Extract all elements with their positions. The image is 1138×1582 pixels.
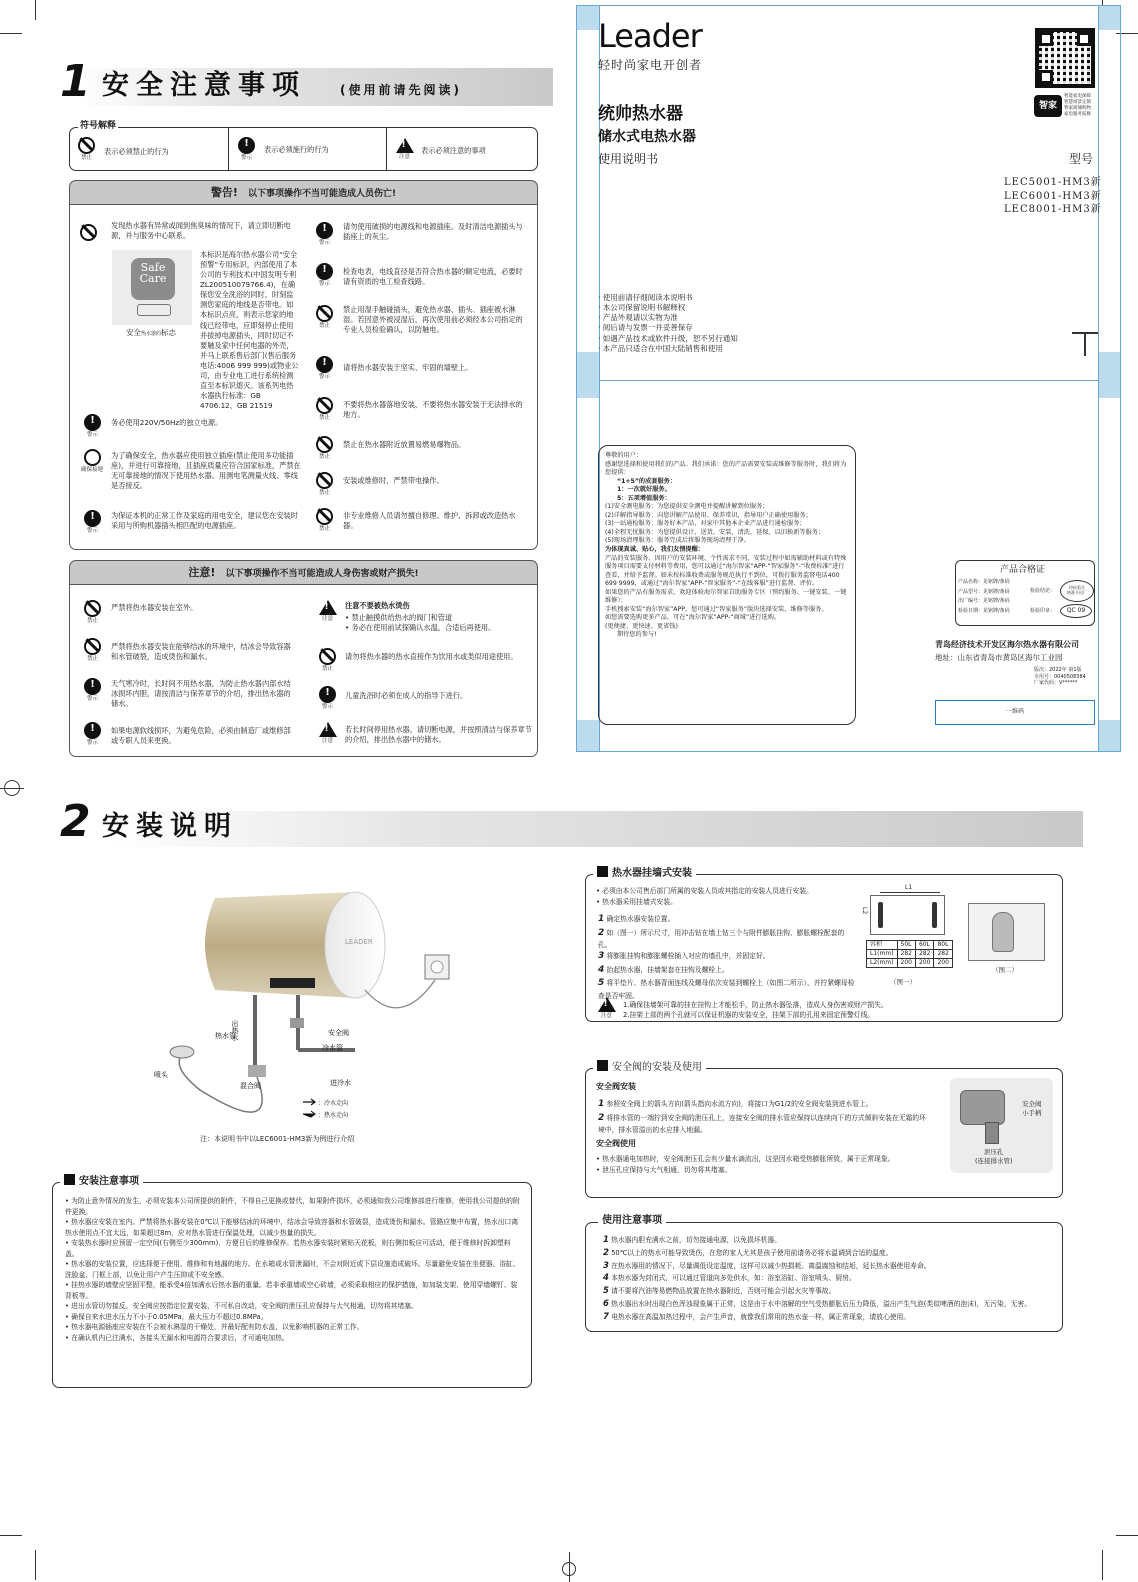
wall-step: 1 确定热水器安装位置。 — [598, 914, 675, 924]
cover-note: · 本公司保留说明书解释权 — [598, 303, 686, 313]
company-meta — [1034, 667, 1086, 687]
service-line: 手机搜索安装“海尔智家”APP，您可通过“智家服务”版块选择安装、维修等服务。 — [605, 605, 828, 613]
table-cell: 200 — [897, 959, 915, 968]
crop-mark — [0, 33, 22, 34]
legend-hot: ：热水走向 — [318, 1112, 349, 1119]
mixing-valve — [248, 1065, 266, 1077]
usage-note: 2 50℃以上的热水可能导致烫伤，在您的家人尤其是孩子使用前请务必将水温调到合适的温度。 — [603, 1247, 893, 1258]
crop-mark — [35, 1550, 36, 1580]
valve-bullet: • 泄压孔应保持与大气相通，切勿将其堵塞。 — [596, 1165, 732, 1174]
cert-stamp: 经检验合 格准予出厂 — [1060, 580, 1094, 602]
service-line: 期待您的参与! — [617, 631, 657, 639]
safety-valve — [290, 1018, 304, 1028]
prohibit-icon: 禁止 — [83, 600, 102, 624]
service-line: (2)详解指导服务：向您讲解产品使用、保养常识，指导用户正确使用服务； — [605, 511, 812, 519]
caution-icon: ! 注意 — [395, 138, 414, 160]
edition: 版次：2022年 第1版 — [1034, 667, 1082, 673]
figure-note: 注：本说明书中以LEC6001-HM3新为例进行介绍 — [200, 1135, 355, 1143]
product-line1: 统帅热水器 — [598, 104, 683, 124]
prohibit-icon: 禁止 — [315, 472, 334, 496]
mandatory-icon: ! 警示 — [83, 414, 102, 438]
caution-text: 天气寒冷时，长时间不用热水器，为防止热水器内部水结冰损坏内胆，请按清洁与保养章节的介绍，排出热水器的储水。 — [111, 679, 291, 709]
cert-row: 检验日期：见铭牌/条码 — [958, 607, 1010, 614]
caution-text: 儿童洗浴时必须在成人的指导下进行。 — [345, 691, 468, 700]
wall-mount-steps — [598, 913, 856, 1001]
dim-line — [880, 892, 940, 893]
model-list — [1004, 176, 1102, 217]
qr-finder — [1039, 32, 1053, 46]
caution-text: 如果电源软线损坏，为避免危险，必须由制造厂或维修部或专职人员来更换。 — [111, 726, 291, 746]
valve-step: 2 将排水管的一端拧到安全阀的泄压孔上，连接安全阀的排水管应保持以连续向下的方式倾斜安装在无霜的环境中，排水管溢出的水应排入地漏。 — [598, 1112, 926, 1134]
section-square-icon — [597, 1060, 608, 1071]
dimension-table — [866, 940, 953, 968]
label-safety-valve: 安全阀 — [328, 1029, 349, 1037]
fold-line — [1098, 5, 1099, 752]
section2-number: 2 — [60, 796, 91, 847]
prohibit-icon: 禁止 — [315, 436, 334, 460]
service-letter — [598, 445, 856, 725]
service-line: (3)一站通检服务：服务好本产品，对家中其他本企业产品进行通检服务； — [605, 520, 806, 528]
company-name: 青岛经济技术开发区海尔热水器有限公司 — [935, 640, 1079, 649]
caution-icon: ! 注意 — [597, 997, 616, 1019]
safety-valve-steps — [598, 1098, 928, 1135]
install-note: • 挂热水器的墙壁应坚固平整，能承受4倍加满水后热水器的重量。若非承重墙或空心砖墙，必须采取相应的保护措施，如加装支架、使用穿墙螺钉、装背板等。 — [65, 1281, 518, 1300]
usage-note: 6 热水器出水时出现白色浑浊现象属于正常，这是由于水中溶解的空气受热膨胀后压力降低，溢出产生气泡(类似啤酒的泡沫)，无污染，无害。 — [603, 1298, 1032, 1309]
wall-warnings — [623, 1000, 888, 1020]
service-line: 5：五项增值服务： — [617, 494, 671, 502]
table-header: 80L — [934, 941, 952, 950]
usage-note: 5 请不要将汽油等易燃物品放置在热水器附近，否则可能会引起火灾等事故。 — [603, 1286, 836, 1296]
usage-note: 3 在热水器用的情况下，尽量调低设定温度，这样可以减少热损耗、离温腐蚀和结垢，延长热水器使用寿命。 — [603, 1260, 931, 1271]
caution-text: • 禁止触摸供给热水的阀门和管道 • 务必在使用前试探确认水温，合适后再使用。 — [345, 613, 496, 633]
bracket-slot — [932, 902, 937, 928]
cert-title: 产品合格证 — [1000, 565, 1046, 575]
service-line: 如您需要选购更多产品，可在“海尔智家”APP-“商城”进行选购。 — [605, 614, 781, 622]
installation-diagram — [140, 880, 520, 1140]
table-cell: 200 — [934, 959, 952, 968]
caution-title: 注意不要被热水烫伤 — [345, 601, 410, 610]
service-line: (4)全程无忧服务：为您提供设计、送货、安装、清洗、延保、以旧换新等服务； — [605, 528, 825, 536]
caution-text: 若长时间停用热水器，请切断电源，并按照清洁与保养章节的介绍，排出热水器中的储水。 — [345, 725, 532, 745]
usage-notes-title: 使用注意事项 — [598, 1214, 666, 1228]
cert-row: 产品名称：见铭牌/条码 — [958, 579, 1010, 585]
warning-text: 发现热水器有异常或闻到焦臭味的情况下，请立即切断电源，并与服务中心联系。 — [111, 221, 291, 241]
service-line: (更便捷、更快速、更省钱) — [605, 622, 678, 630]
fold-mark — [1084, 334, 1086, 356]
legend-cold: ：冷水走向 — [318, 1100, 349, 1107]
product-line2: 储水式电热水器 — [598, 129, 696, 145]
prohibit-icon: 禁止 — [83, 638, 102, 662]
section2-title: 安装说明 — [102, 811, 238, 842]
caution-text: 严禁将热水器安装在室外。 — [111, 603, 198, 612]
mandatory-icon: ! 警示 — [237, 137, 256, 161]
warning-text: 请勿使用破损的电源线和电源插座。及时清洁电源插头与插座上的灰尘。 — [343, 222, 523, 242]
cover-notes — [598, 293, 738, 354]
table-cell: 200 — [915, 959, 933, 968]
usage-note: 7 电热水器在高温加热过程中，会产生声音，就像我们常用的热水壶一样，属正常现象，请放心使用。 — [603, 1311, 911, 1322]
model-number: LEC8001-HM3新 — [1004, 204, 1102, 215]
mandatory-icon: ! 警示 — [318, 686, 337, 710]
wall-bullet: • 必须由本公司售后部门所属的安装人员或其指定的安装人员进行安装。 — [596, 887, 813, 895]
fold-line — [599, 380, 1098, 381]
model-label: 型号 — [1069, 152, 1094, 166]
warning-text: 不要将热水器落地安装，不要将热水器安装于无法排水的地方。 — [343, 400, 523, 420]
fig2-caption: （图二） — [992, 966, 1018, 974]
warning-text: 禁止在热水器附近放置易燃易爆物品。 — [343, 440, 466, 449]
wall-step: 3 将膨胀挂钩和膨胀螺栓插入对应的墙孔中，并固定好。 — [598, 951, 770, 962]
divider — [386, 128, 387, 170]
install-notes-list — [65, 1196, 523, 1343]
dim-l2: L2 — [861, 907, 869, 915]
valve-step: 1 参照安全阀上的箭头方向(箭头指向水流方向)，将接口为G1/2的安全阀安装到进水管上。 — [598, 1099, 873, 1109]
wall-mount-title: 热水器挂墙式安装 — [593, 866, 696, 881]
cert-row: 出厂编号：见铭牌/条码 — [958, 598, 1010, 604]
safecare-text: 本标识是海尔热水器公司“安全预警”专用标识，内部使用了本公司的专利技术(中国发明专利ZL200510079766.4)，在确保您安全洗浴的同时，时刻监测您家庭的地线是否带电。如本标识点亮，则表示您家的地线已经带电，应即刻停止使用并拔掉电源插头，同时切记不要触及家中任何电器的外壳，并马上联系售后部门(售后服务电话:4006 999 999)或物业公司，由专业电工进行系统检测直至本标识熄灭。该系列电热水器执行标准：GB 4706.12、GB 21519 — [200, 250, 299, 411]
legend-text: 表示必须施行的行为 — [264, 145, 329, 154]
mandatory-icon: ! 警示 — [83, 722, 102, 746]
install-note: • 安装热水器时应预留一定空间(右侧至少300mm)，方便日后的维修保养。若热水器安装时紧贴天花板，则右侧扣板应可活动，便于维修时拆卸塑料盖。 — [65, 1239, 511, 1258]
crop-mark — [35, 0, 36, 20]
barcode-box: 一维码 — [935, 700, 1095, 725]
prohibit-icon: 禁止 — [77, 137, 96, 161]
cover-note: · 本产品只适合在中国大陆销售和使用 — [598, 343, 723, 353]
warning-text: 务必使用220V/50Hz的独立电源。 — [111, 418, 223, 427]
no-repair-icon: 禁止 — [315, 508, 334, 532]
shower-head — [170, 1046, 194, 1058]
install-note: • 热水器的安装位置，应选择便于使用、维修和有地漏的地方。在水箱或水管泄漏时，不会对附近或下层设施造成破坏。尽量避免安装在坐便器、浴缸、洗脸盆、门框上部，以免让用户产生压抑或不安全感。 — [65, 1260, 520, 1279]
label-mixing-valve: 混合阀 — [240, 1082, 261, 1090]
warning-text: 禁止用湿手触碰插头，避免热水器、插头、插座被水淋湿。若因意外被浸湿后，再次使用前必须经本公司指定的专业人员检验确认，以防触电。 — [343, 305, 523, 335]
label-valve-handle: 安全阀 小手柄 — [1022, 1100, 1042, 1117]
wall-step: 5 将平垫片、热水器背面连线及螺母依次安装到螺栓上（如图二所示），并拧紧螺母检查是否牢固。 — [598, 978, 855, 1000]
table-cell: 282 — [897, 950, 915, 959]
valve-icon — [960, 1090, 1005, 1125]
qr-finder — [1039, 70, 1053, 84]
valve-bullet: • 热水器通电加热时，安全阀泄压孔会有少量水滴流出，这是因水箱受热膨胀所致，属于正常现象。 — [596, 1155, 895, 1163]
warning-text: 检查电表，电线直径是否符合热水器的额定电流，必要时请有资质的电工检查线路。 — [343, 267, 523, 287]
section-square-icon — [64, 1174, 75, 1185]
bracket-slot — [878, 902, 883, 928]
wall-bullet: • 热水器采用挂墙式安装。 — [596, 897, 677, 906]
fig1-caption: （图一） — [890, 978, 916, 986]
cert-check-label: 检验结论： — [1030, 588, 1056, 594]
section-square-icon — [597, 866, 608, 877]
crop-mark — [1102, 1550, 1103, 1580]
warning-bar: 警告! 以下事项操作不当可能造成人员伤亡! — [69, 180, 538, 205]
ground-icon: 确保接地 — [76, 449, 108, 473]
install-notes-title: 安装注意事项 — [60, 1174, 143, 1189]
registration-mark — [0, 788, 24, 789]
warning-text: 非专业维修人员请勿擅自修理、维护、拆卸或改造热水器。 — [343, 511, 516, 531]
wall-mount-bullets — [596, 886, 813, 907]
table-cell: 282 — [934, 950, 952, 959]
service-line: 如果您的产品有服务需求，欢迎体验海尔智家自助服务专区（预约服务、一键安装、一键维修）： — [605, 588, 847, 605]
label-cold-pipe: 冷水管 — [322, 1044, 343, 1052]
legend-title: 符号解释 — [80, 121, 117, 131]
display-panel — [270, 978, 315, 988]
table-header: 50L — [897, 941, 915, 950]
model-number: LEC5001-HM3新 — [1004, 177, 1102, 188]
legend-text: 表示必须禁止的行为 — [104, 147, 169, 156]
mandatory-icon: ! 警示 — [315, 356, 334, 380]
section1-number: 1 — [60, 56, 91, 107]
usage-note: 1 热水器内胆充满水之前，切勿接通电源，以免损坏机器。 — [603, 1235, 782, 1245]
legend-text: 表示必须注意的事项 — [421, 146, 486, 155]
wall-step: 4 抬起热水器，挂墙架套在挂钩及螺栓上。 — [598, 964, 729, 975]
usage-note: 4 本热水器为封闭式，可以通过管道向多处供水，如：浴室浴缸、浴室喷头、厨房。 — [603, 1273, 856, 1284]
label-hot-pipe: 热水管 — [215, 1032, 236, 1040]
cover-note: · 如遇产品技术或软件升级，恕不另行通知 — [598, 333, 738, 343]
mandatory-icon: ! 警示 — [83, 678, 102, 702]
warning-text: 为保证本机的正常工作及家庭的用电安全，建议您在安装时采用与所购机器插头相匹配的电源插座。 — [111, 511, 298, 531]
service-line: 感谢您选择和使用我们的产品。我们承诺：您的产品需要安装或维修等服务时，我们将为您提供： — [605, 460, 847, 477]
safety-valve-sub1: 安全阀安装 — [596, 1082, 636, 1091]
mandatory-icon: ! 警示 — [315, 222, 334, 246]
table-cell: L1(mm) — [867, 950, 898, 959]
cert-stamp-label: 检验印章： — [1030, 608, 1056, 614]
unplug-icon — [79, 224, 98, 242]
service-greeting: 尊敬的用户： — [605, 452, 643, 459]
safecare-caption: 安全热水器的标志 — [126, 328, 177, 337]
label-shower: 喷头 — [154, 1071, 168, 1079]
bolt-icon — [992, 912, 1014, 952]
service-line: “1+5”的成套服务： — [617, 477, 677, 485]
manual-title: 使用说明书 — [598, 152, 659, 166]
brand-slogan: 轻时尚家电开创者 — [598, 58, 703, 72]
qc-stamp: QC 09 — [1060, 604, 1092, 618]
cert-row: 产品型号：见铭牌/条码 — [958, 588, 1010, 595]
section1-title: 安全注意事项 — [102, 70, 306, 101]
registration-mark — [569, 1552, 570, 1582]
cert-rows — [958, 578, 1010, 616]
model-number: LEC6001-HM3新 — [1004, 190, 1102, 202]
warning-text: 请将热水器安装于坚实、牢固的墙壁上。 — [343, 363, 473, 372]
device-brand: LEADER — [345, 938, 373, 946]
caution-icon: ! 注意 — [318, 722, 337, 744]
table-header: 60L — [915, 941, 933, 950]
cover-note: · 使用前请仔细阅读本说明书 — [598, 293, 693, 302]
label-relief-hole: 泄压孔 (连接排水管) — [975, 1148, 1013, 1165]
safecare-badge: Safe Care — [131, 258, 175, 300]
service-line: 为体现真诚、贴心，我们友情提醒： — [605, 546, 704, 554]
table-header: 容积 — [867, 941, 898, 950]
wall-step: 2 如（图一）所示尺寸，用冲击钻在墙上钻三个与附件膨胀挂钩、膨胀螺栓配套的孔。 — [598, 927, 845, 949]
table-cell: L2(mm) — [867, 959, 898, 968]
warning-text: 为了确保安全，热水器应使用独立插座(禁止使用多功能插座)，并进行可靠接地，且插座质量应符合国家标准，严禁在无可靠接地的情况下使用热水器。用测电笔测量火线、零线是否接反。 — [111, 451, 301, 491]
caution-bar: 注意! 以下事项操作不当可能造成人身伤害或财产损失! — [69, 560, 538, 585]
mandatory-icon: ! 警示 — [83, 510, 102, 534]
prohibit-icon: 禁止 — [318, 648, 337, 672]
service-line: 产品的安装服务，因用户的安装环境、个性需求不同，安装过程中如需辅助材料或有特殊服务项目需要支付材料等费用，您可以通过“海尔智家”APP-“智家服务”-“收费标准”进行查看，并给予监督。如未按标准收费或服务规范执行不到位，可拨打服务监督电话400 699 9999，或通过“海尔智家”APP-“智家服务”-“在线客服”进行监督、评价。 — [605, 554, 847, 588]
qr-finder — [1077, 32, 1091, 46]
dim-l1: L1 — [905, 884, 913, 891]
label-cold-in: 进冷水 — [330, 1079, 351, 1087]
no-wet-hands-icon: 禁止 — [315, 305, 334, 329]
mandatory-icon: ! 警示 — [315, 263, 334, 287]
factory-code: 厂家代码：V****** — [1034, 680, 1078, 686]
section1-subtitle: (使用前请先阅读) — [340, 83, 462, 97]
wall-warning: 1.确保挂墙架可靠的挂在挂钩上才能松手，防止热水器坠落，造成人身伤害或财产损失。 — [623, 1001, 888, 1009]
safety-valve-sub2: 安全阀使用 — [596, 1139, 636, 1148]
safety-valve-title: 安全阀的安装及使用 — [593, 1060, 706, 1075]
table-cell: 282 — [915, 950, 933, 959]
caution-icon: ! 注意 — [318, 600, 337, 622]
prohibit-icon: 禁止 — [315, 397, 334, 421]
crop-mark — [0, 1535, 22, 1536]
install-note: • 确保自来水进水压力不小于0.05MPa，最大压力不超过0.8MPa。 — [65, 1312, 268, 1321]
install-note: • 在确认机内已注满水，各接头无漏水和电源符合要求后，才可通电加热。 — [65, 1333, 289, 1342]
brand-logo: Leader — [598, 17, 702, 55]
caution-text: 请勿将热水器的热水直接作为饮用水或类似用途使用。 — [345, 652, 518, 661]
part-code: 专用号：0040508384 — [1034, 673, 1086, 680]
hot-arrow-icon — [303, 1111, 315, 1117]
service-line: (1)安全测电服务：为您提供安全测电并提醒讲解到位服务； — [605, 503, 769, 511]
crop-mark — [1116, 1535, 1138, 1536]
install-note: • 为防止意外情况的发生，必须安装本公司所提供的附件，不得自己更换或替代，如果附件损坏，必须通知我公司维修部进行维修，使用我公司提供的附件更换。 — [65, 1197, 520, 1216]
divider — [228, 128, 229, 170]
cover-note: · 阅后请与发票一并妥善保存 — [598, 323, 693, 333]
zhijia-text: 智能家电保障 智慧场景定制 智家商城购物 家电服务报修 — [1064, 94, 1091, 117]
company-address: 地址：山东省青岛市黄岛区海尔工业园 — [935, 653, 1063, 662]
install-note: • 热水器电源插座应安装在不会被水淋湿的干燥处，并最好配有防水盖，以免影响机器的正常工作。 — [65, 1323, 364, 1332]
zhijia-badge: 智家 — [1034, 95, 1062, 117]
service-line: 1：一次就好服务。 — [617, 486, 671, 494]
wall-warning: 2.挂架上部的两个孔就可以保证机器的安装安全，挂架下部的孔用来固定预警灯线。 — [623, 1011, 875, 1020]
service-line: (5)现场清理服务：服务完成后将服务现场清理干净。 — [605, 537, 750, 545]
cover-note: · 产品外观请以实物为准 — [598, 313, 678, 323]
safety-valve-bullets — [596, 1154, 926, 1175]
install-note: • 进出水管切勿接反。安全阀应按指定位置安装，不可私自改动，安全阀的泄压孔应保持与大气相通，切勿将其堵塞。 — [65, 1302, 418, 1311]
warning-text: 安装或维修时，严禁带电操作。 — [343, 476, 444, 485]
install-note: • 热水器应安装在室内。严禁将热水器安装在0℃以下能够结冰的环境中，结冰会导致容器和水管破裂，造成烫伤和漏水。管路应集中布置，热水出口离热水使用点不宜太远，如果超过8m，应对热水管进行保温处理，以减少热量的损失。 — [65, 1218, 519, 1237]
label-outlet: 出热水 — [231, 1020, 239, 1041]
caution-text: 严禁将热水器安装在能够结冰的环境中，结冰会导致容器和水管破裂，造成烫伤和漏水。 — [111, 642, 291, 662]
cold-arrow-icon — [303, 1099, 315, 1105]
usage-notes-list — [603, 1234, 1053, 1323]
valve-outlet-icon — [985, 1122, 999, 1144]
